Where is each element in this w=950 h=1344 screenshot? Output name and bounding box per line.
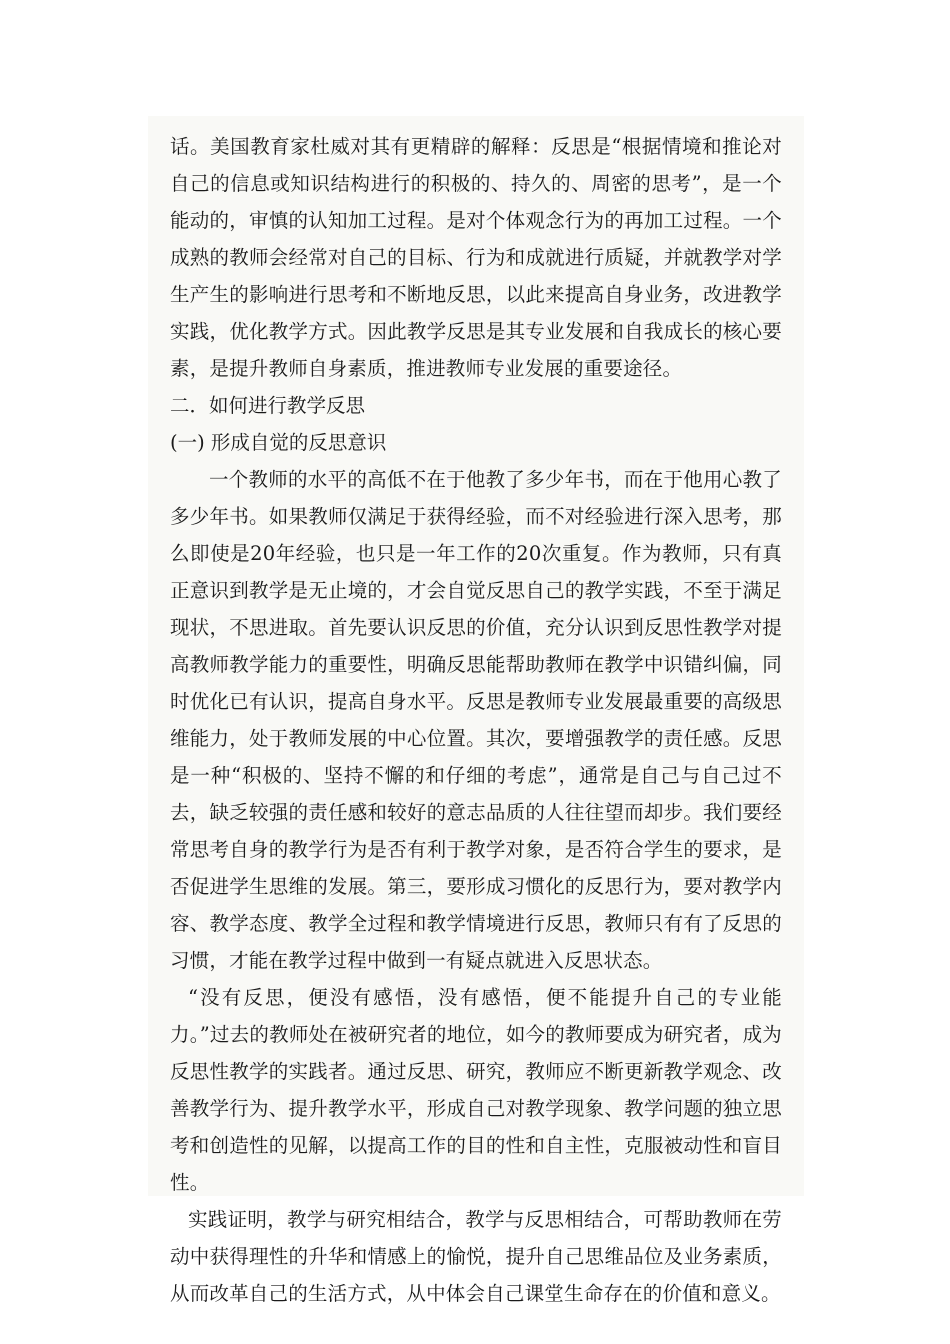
document-body [148,116,804,1305]
paragraph-reflection-awareness: 一个教师的水平的高低不在于他教了多少年书，而在于他用心教了多少年书。如果教师仅满足于获得经验，而不对经验进行深入思考，那么即使是20年经验，也只是一年工作的20次重复。作为教师，只有真正意识到教学是无止境的，才会自觉反思自己的教学实践，不至于满足现状，不思进取。首先要认识反思的价值，充分认识到反思性教学对提高教师教学能力的重要性，明确反思能帮助教师在教学中识错纠偏，同时优化已有认识，提高自身水平。反思是教师专业发展最重要的高级思维能力，处于教师发展的中心位置。其次，要增强教学的责任感。反思是一种“积极的、坚持不懈的和仔细的考虑”，通常是自己与自己过不去，缺乏较强的责任感和较好的意志品质的人往往望而却步。我们要经常思考自身的教学行为是否有利于教学对象，是否符合学生的要求，是否促进学生思维的发展。第三，要形成习惯化的反思行为，要对教学内容、教学态度、教学全过程和教学情境进行反思，教师只有有了反思的习惯，才能在教学过程中做到一有疑点就进入反思状态。 [170,468,782,972]
paragraph-practice-conclusion: 实践证明，教学与研究相结合，教学与反思相结合，可帮助教师在劳动中获得理性的升华和情感上的愉悦，提升自己思维品位及业务素质，从而改革自己的生活方式，从中体会自己课堂生命存在的价值和意义。 [170,1208,782,1305]
section-heading: 二．如何进行教学反思 [170,394,366,417]
paragraph-dewey-definition: 话。美国教育家杜威对其有更精辟的解释：反思是“根据情境和推论对自己的信息或知识结构进行的积极的、持久的、周密的思考”，是一个能动的，审慎的认知加工过程。是对个体观念行为的再加工过程。一个成熟的教师会经常对自己的目标、行为和成就进行质疑，并就教学对学生产生的影响进行思考和不断地反思，以此来提高自身业务，改进教学实践，优化教学方式。因此教学反思是其专业发展和自我成长的核心要素，是提升教师自身素质，推进教师专业发展的重要途径。 [170,135,782,380]
paragraph-quote-reflection: “没有反思，便没有感悟，没有感悟，便不能提升自己的专业能力。”过去的教师处在被研究者的地位，如今的教师要成为研究者，成为反思性教学的实践者。通过反思、研究，教师应不断更新教学观念、改善教学行为、提升教学水平，形成自己对教学现象、教学问题的独立思考和创造性的见解，以提高工作的目的性和自主性，克服被动性和盲目性。 [170,986,782,1194]
subsection-heading: (一) 形成自觉的反思意识 [170,431,387,454]
